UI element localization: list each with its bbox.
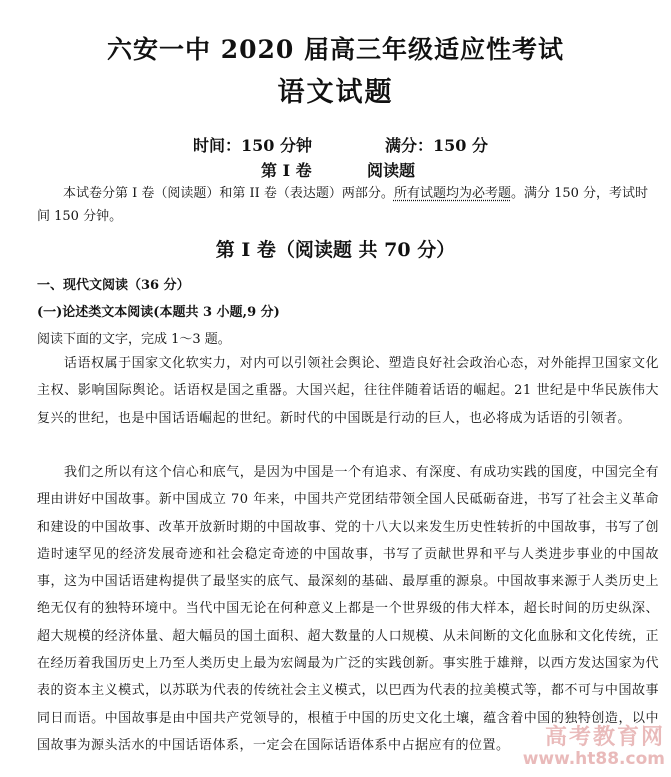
exam-full-score: 满分：150 分	[385, 136, 488, 155]
watermark-url: www.ht88.com	[522, 749, 665, 769]
passage-paragraph: 话语权属于国家文化软实力，对内可以引领社会舆论、塑造良好社会政治心态，对外能捍卫国家文化主权、影响国际舆论。话语权是国之重器。大国兴起，往往伴随着话语的崛起。21 世纪是中华民族伟大复兴的世纪，也是中国话语崛起的世纪。新时代的中国既是行动的巨人，也必将成为话语的引领者。	[37, 356, 659, 426]
volume-name: 阅读题	[367, 161, 416, 180]
intro-text-c: 。满分 150 分，考试时间 150 分钟。	[37, 186, 649, 224]
watermark-text: 高考教育网	[544, 725, 665, 750]
exam-instructions	[37, 182, 659, 228]
watermark	[523, 720, 665, 769]
exam-subject: 语文试题	[277, 77, 394, 108]
intro-text-a: 本试卷分第 I 卷（阅读题）和第 II 卷（表达题）两部分。	[63, 186, 394, 201]
reading-instruction: 阅读下面的文字，完成 1～3 题。	[37, 332, 231, 347]
exam-title: 六安一中 2020 届高三年级适应性考试	[107, 35, 564, 64]
section-heading: 第 I 卷（阅读题 共 70 分）	[215, 239, 456, 261]
subpart-heading: (一)论述类文本阅读(本题共 3 小题,9 分)	[37, 305, 280, 320]
volume-label: 第 I 卷	[261, 161, 312, 180]
passage-paragraph: 我们之所以有这个信心和底气，是因为中国是一个有追求、有深度、有成功实践的国度，中国完全有理由讲好中国故事。新中国成立 70 年来，中国共产党团结带领全国人民砥砺奋进，书写了社会主义革命和建设的中国故事、改革开放新时期的中国故事、党的十八大以来发生历史性转折的中国故事，书写了创造时速罕见的经济发展奇迹和社会稳定奇迹的中国故事，书写了贡献世界和平与人类进步事业的中国故事，这为中国话语建构提供了最坚实的底气、最深刻的基础、最厚重的源泉。中国故事来源于人类历史上绝无仅有的独特环境中。当代中国无论在何种意义上都是一个世界级的伟大样本，超长时间的历史纵深、超大规模的经济体量、超大幅员的国土面积、超大数量的人口规模、从未间断的文化血脉和文化传统，正在经历着我国历史上乃至人类历史上最为宏阔最为广泛的实践创新。事实胜于雄辩，以西方发达国家为代表的资本主义模式，以苏联为代表的传统社会主义模式，以巴西为代表的拉美模式等，都不可与中国故事同日而语。中国故事是由中国共产党领导的，根植于中国的历史文化土壤，蕴含着中国的独特创造，以中国故事为源头活水的中国话语体系，一定会在国际话语体系中占据应有的位置。	[37, 465, 659, 753]
intro-emphasis: 所有试题均为必考题	[393, 186, 511, 201]
part-heading: 一、现代文阅读（36 分）	[37, 278, 190, 293]
exam-time: 时间：150 分钟	[193, 136, 312, 155]
